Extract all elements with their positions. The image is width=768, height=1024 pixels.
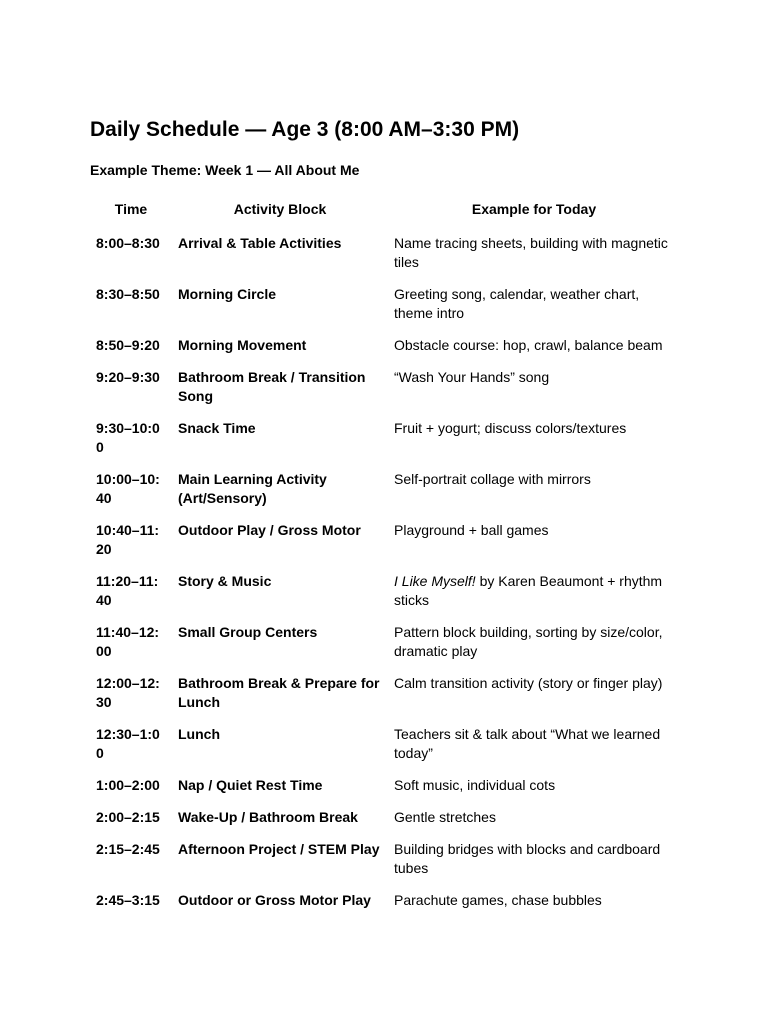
example-cell: Self-portrait collage with mirrors [394, 471, 591, 487]
example-cell: Calm transition activity (story or finger play) [394, 675, 663, 691]
time-cell: 11:40–12:00 [96, 624, 160, 659]
table-row [90, 725, 680, 776]
book-title: I Like Myself! [394, 573, 476, 589]
activity-cell: Story & Music [178, 573, 272, 589]
table-row [90, 336, 680, 368]
table-row [90, 285, 680, 336]
table-header-row [90, 200, 680, 234]
example-cell: Soft music, individual cots [394, 777, 556, 793]
time-cell: 2:00–2:15 [96, 809, 160, 825]
example-cell: Greeting song, calendar, weather chart, theme intro [394, 286, 640, 321]
example-cell: Playground + ball games [394, 522, 549, 538]
time-cell: 8:00–8:30 [96, 235, 160, 251]
page-title: Daily Schedule — Age 3 (8:00 AM–3:30 PM) [90, 118, 520, 141]
example-cell [388, 572, 680, 623]
table-row [90, 419, 680, 470]
time-cell: 1:00–2:00 [96, 777, 160, 793]
table-row [90, 840, 680, 891]
example-cell: “Wash Your Hands” song [394, 369, 550, 385]
activity-cell: Bathroom Break & Prepare for Lunch [178, 675, 380, 710]
activity-cell: Outdoor or Gross Motor Play [178, 892, 371, 908]
header-time: Time [114, 201, 148, 217]
activity-cell: Main Learning Activity (Art/Sensory) [178, 471, 327, 506]
table-row [90, 776, 680, 808]
activity-cell: Wake-Up / Bathroom Break [178, 809, 358, 825]
activity-cell: Snack Time [178, 420, 256, 436]
activity-cell: Outdoor Play / Gross Motor [178, 522, 361, 538]
table-row [90, 674, 680, 725]
time-cell: 2:45–3:15 [96, 892, 160, 908]
activity-cell: Small Group Centers [178, 624, 318, 640]
table-row [90, 891, 680, 923]
example-cell: Fruit + yogurt; discuss colors/textures [394, 420, 627, 436]
table-row [90, 808, 680, 840]
time-cell: 12:30–1:00 [96, 726, 160, 761]
schedule-table [90, 200, 680, 923]
activity-cell: Morning Movement [178, 337, 307, 353]
time-cell: 11:20–11:40 [96, 573, 159, 608]
page-subtitle: Example Theme: Week 1 — All About Me [90, 162, 360, 178]
activity-cell: Bathroom Break / Transition Song [178, 369, 366, 404]
example-cell: Name tracing sheets, building with magnetic tiles [394, 235, 668, 270]
activity-cell: Arrival & Table Activities [178, 235, 342, 251]
activity-cell: Nap / Quiet Rest Time [178, 777, 323, 793]
header-example-for-today: Example for Today [471, 201, 597, 217]
example-cell: Pattern block building, sorting by size/color, dramatic play [394, 624, 663, 659]
document-page [90, 116, 680, 908]
table-row [90, 521, 680, 572]
activity-cell: Morning Circle [178, 286, 277, 302]
schedule-table-body [90, 234, 680, 923]
time-cell: 10:00–10:40 [96, 471, 160, 506]
example-cell: Obstacle course: hop, crawl, balance beam [394, 337, 663, 353]
time-cell: 12:00–12:30 [96, 675, 160, 710]
header-activity-block: Activity Block [233, 201, 327, 217]
time-cell: 8:30–8:50 [96, 286, 160, 302]
example-cell: Gentle stretches [394, 809, 496, 825]
example-cell: Teachers sit & talk about “What we learned today” [394, 726, 661, 761]
example-cell: Parachute games, chase bubbles [394, 892, 602, 908]
activity-cell: Afternoon Project / STEM Play [178, 841, 380, 857]
table-row [90, 572, 680, 623]
table-row [90, 470, 680, 521]
time-cell: 8:50–9:20 [96, 337, 160, 353]
example-cell: Building bridges with blocks and cardboard tubes [394, 841, 661, 876]
time-cell: 9:30–10:00 [96, 420, 160, 455]
table-row [90, 234, 680, 285]
table-row [90, 368, 680, 419]
time-cell: 9:20–9:30 [96, 369, 160, 385]
table-row [90, 623, 680, 674]
time-cell: 10:40–11:20 [96, 522, 160, 557]
time-cell: 2:15–2:45 [96, 841, 160, 857]
example-text: by Karen Beaumont + rhythm sticks [394, 573, 663, 608]
activity-cell: Lunch [178, 726, 220, 742]
